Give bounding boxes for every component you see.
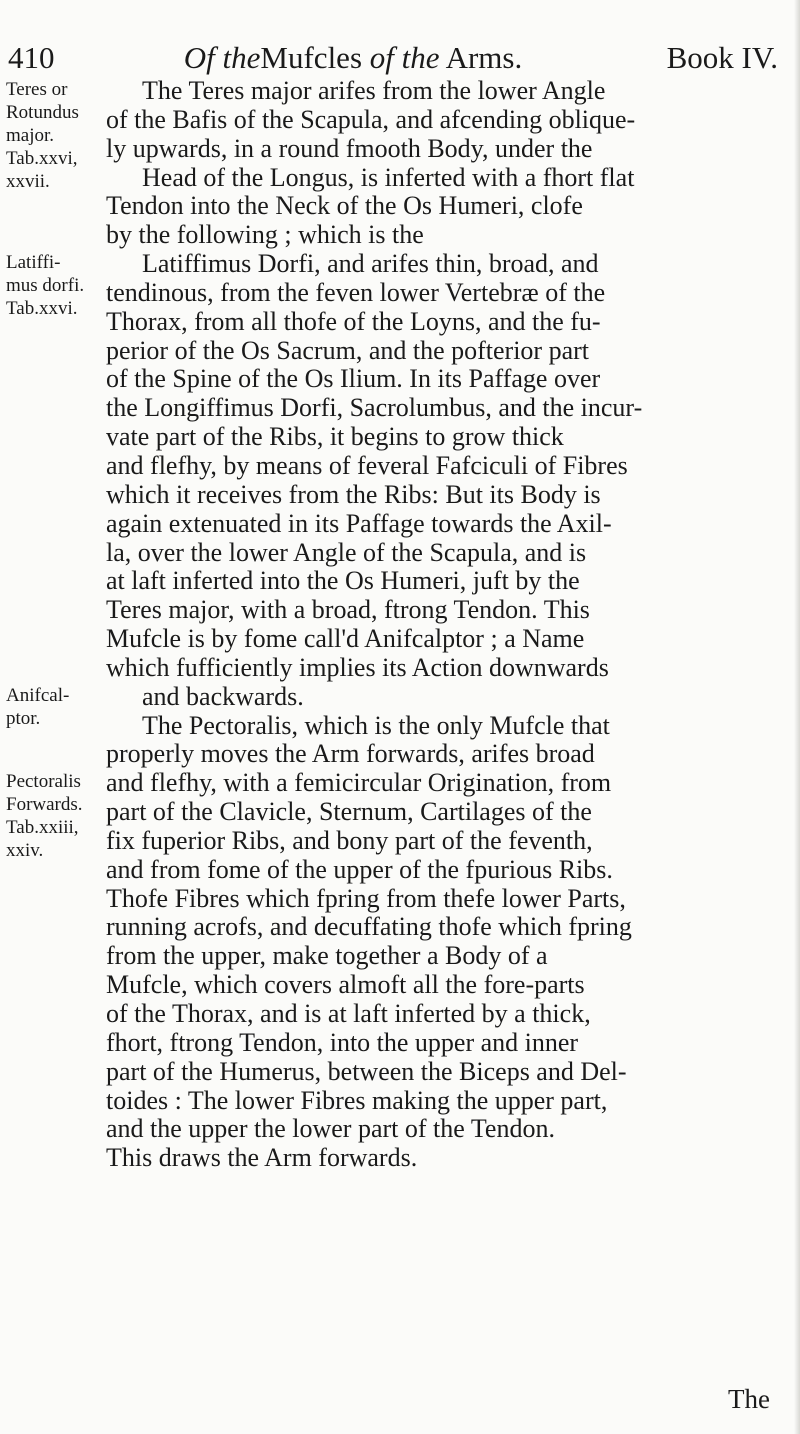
text-line: of the Spine of the Os Ilium. In its Paffage over [106,364,601,394]
margin-note-teres: Teres or Rotundus major. Tab.xxvi, xxvii. [6,79,79,192]
margin-note-anifcalptor: Anifcal- ptor. [6,685,70,729]
margin-note-pectoralis: Pectoralis Forwards. Tab.xxiii, xxiv. [6,771,83,861]
text-line: This draws the Arm forwards. [106,1143,418,1173]
text-line: and flefhy, with a femicircular Origination, from [106,768,612,798]
body-text [106,77,778,1173]
text-line: and flefhy, by means of feveral Fafciculi of Fibres [106,450,628,480]
text-line: Mufcle, which covers almoft all the fore-parts [106,970,585,1000]
running-head-italic: Of the [183,40,261,75]
text-line: and the upper the lower part of the Tendon. [106,1114,555,1144]
text-line: which it receives from the Ribs: But its Body is [106,479,601,509]
text-line: toides : The lower Fibres making the upper part, [106,1085,608,1115]
text-line: ly upwards, in a round fmooth Body, under the [106,133,593,163]
text-line: Latiffimus Dorfi, and arifes thin, broad, and [142,249,599,279]
text-line: The Teres major arifes from the lower Angle [142,76,606,105]
running-head-italic2: of the [369,40,440,75]
text-line: The Pectoralis, which is the only Mufcle that [142,710,610,740]
text-line: from the upper, make together a Body of a [106,941,548,971]
text-line: part of the Humerus, between the Biceps and Del- [106,1056,627,1086]
text-line: Teres major, with a broad, ftrong Tendon. This [106,595,590,625]
text-line: of the Thorax, and is at laft inferted by a thick, [106,999,591,1028]
text-line: Tendon into the Neck of the Os Humeri, clofe [106,191,583,221]
text-line: running acrofs, and decuffating thofe which fpring [106,912,632,942]
text-line: la, over the lower Angle of the Scapula, and is [106,537,587,567]
text-line: at laft inferted into the Os Humeri, juft by the [106,566,580,596]
book-number: Book IV. [666,40,778,75]
margin-note-latissimus: Latiffi- mus dorfi. Tab.xxvi. [6,252,85,319]
page-number: 410 [8,40,55,75]
text-line: of the Bafis of the Scapula, and afcending oblique- [106,104,636,134]
text-line: by the following ; which is the [106,220,424,250]
text-line: which fufficiently implies its Action downwards [106,652,609,682]
text-line: fhort, ftrong Tendon, into the upper and inner [106,1027,579,1057]
paragraph-latissimus [106,250,778,712]
text-line: fix fuperior Ribs, and bony part of the feventh, [106,825,593,855]
text-line: Mufcle is by fome call'd Anifcalptor ; a Name [106,624,585,654]
catchword: The [728,1384,770,1414]
text-line: tendinous, from the feven lower Vertebræ of the [106,277,606,307]
text-line: and backwards. [142,681,304,711]
text-line: Thofe Fibres which fpring from thefe lower Parts, [106,883,626,913]
text-line: perior of the Os Sacrum, and the pofterior part [106,335,590,365]
page-edge-shadow [794,0,800,1434]
text-line: vate part of the Ribs, it begins to grow thick [106,422,564,452]
running-head-mid: Mufcles [260,40,363,75]
text-line: again extenuated in its Paffage towards the Axil- [106,508,612,538]
text-line: Thorax, from all thofe of the Loyns, and the fu- [106,306,601,336]
text-line: part of the Clavicle, Sternum, Cartilages of the [106,797,592,827]
page-header [8,40,778,76]
running-head-end: Arms. [445,40,523,75]
text-line: the Longiffimus Dorfi, Sacrolumbus, and the incur- [106,393,643,423]
paragraph-teres [106,77,778,250]
paragraph-pectoralis [106,712,778,1174]
text-line: and from fome of the upper of the fpurious Ribs. [106,854,613,884]
running-head [68,40,608,76]
text-line: properly moves the Arm forwards, arifes broad [106,739,595,769]
text-line: Head of the Longus, is inferted with a fhort flat [142,162,635,192]
